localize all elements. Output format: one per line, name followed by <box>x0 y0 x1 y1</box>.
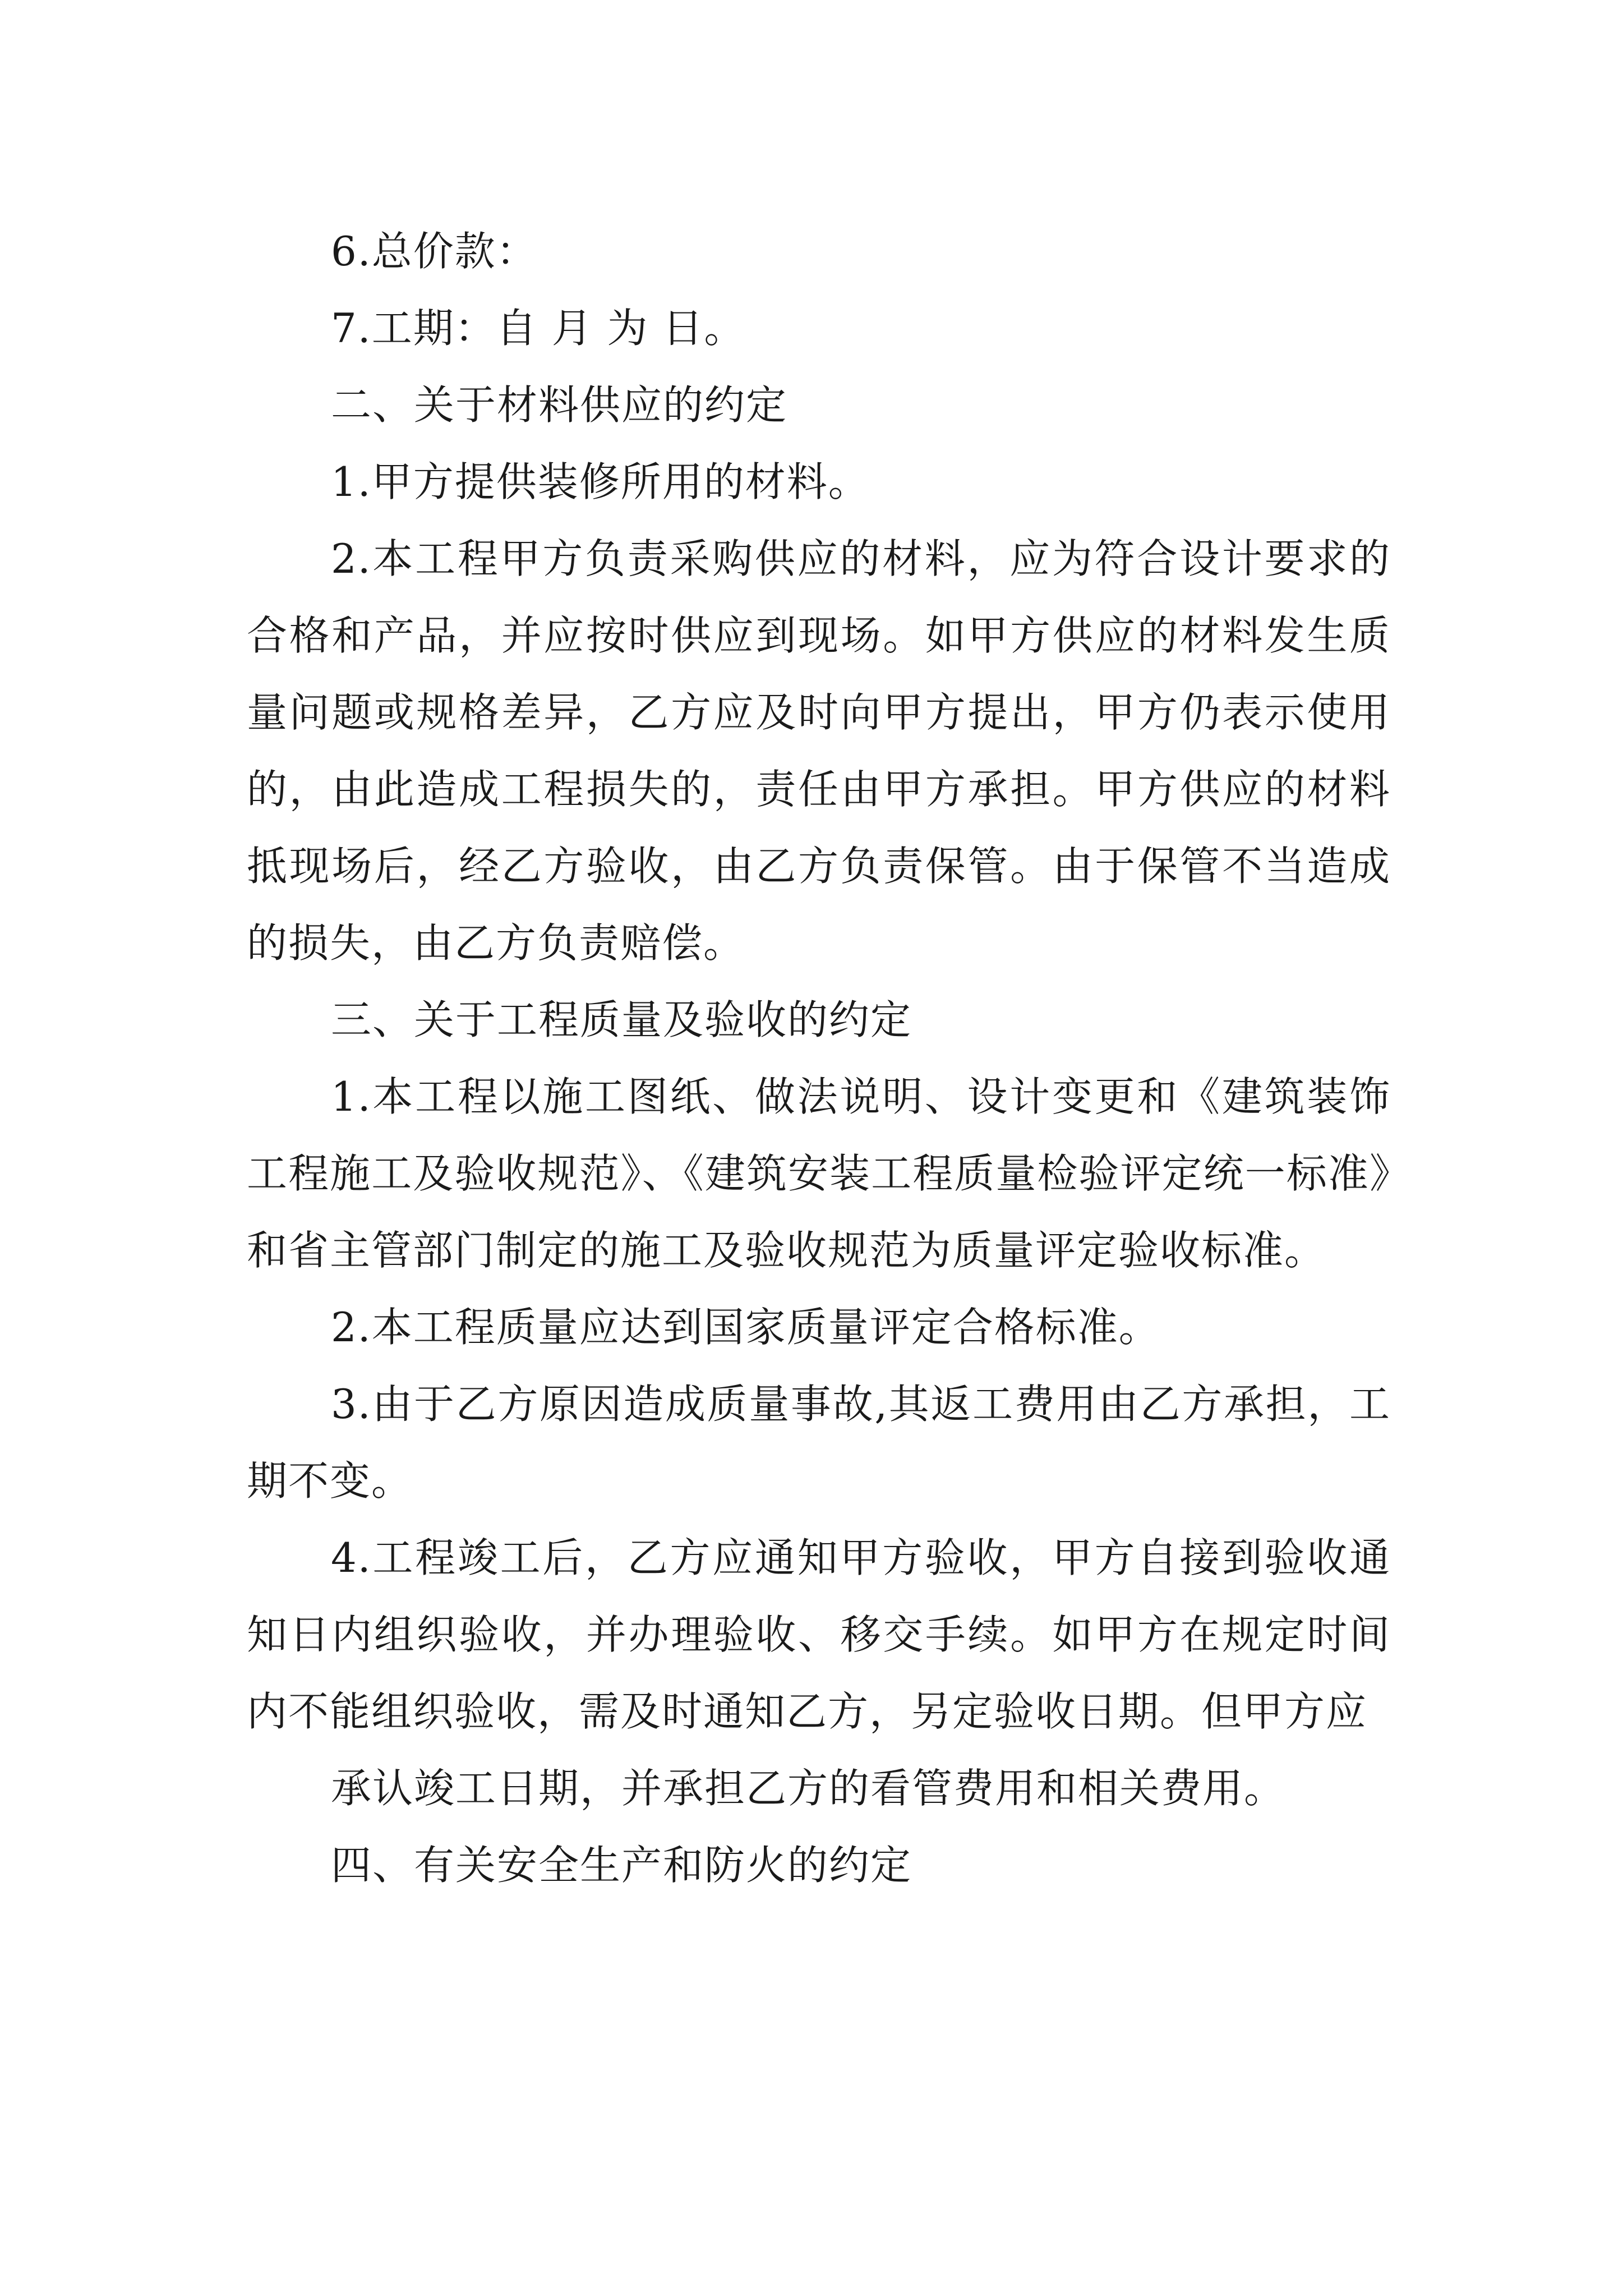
clause-materials-1: 1.甲方提供装修所用的材料。 <box>331 458 870 505</box>
clause-quality-3: 3.由于乙方原因造成质量事故,其返工费用由乙方承担，工期不变。 <box>247 1381 1391 1504</box>
clause-total-price: 6.总价款： <box>331 228 538 275</box>
clause-quality-2: 2.本工程质量应达到国家质量评定合格标准。 <box>331 1304 1160 1351</box>
clause-schedule: 7.工期：自 月 为 日。 <box>331 305 746 352</box>
clause-materials-2: 2.本工程甲方负责采购供应的材料，应为符合设计要求的合格和产品，并应按时供应到现场。如甲方供应的材料发生质量问题或规格差异，乙方应及时向甲方提出，甲方仍表示使用的，由此造成工程损失的，责任由甲方承担。甲方供应的材料抵现场后，经乙方验收，由乙方负责保管。由于保管不当造成的损失，由乙方负责赔偿。 <box>247 535 1391 967</box>
section-heading-materials: 二、关于材料供应的约定 <box>331 381 788 429</box>
document-body <box>247 213 1391 1904</box>
clause-quality-4: 4.工程竣工后，乙方应通知甲方验收，甲方自接到验收通知日内组织验收，并办理验收、移交手续。如甲方在规定时间内不能组织验收，需及时通知乙方，另定验收日期。但甲方应 <box>247 1534 1391 1735</box>
clause-quality-4-continued: 承认竣工日期，并承担乙方的看管费用和相关费用。 <box>331 1765 1286 1812</box>
section-heading-quality: 三、关于工程质量及验收的约定 <box>331 996 912 1043</box>
clause-quality-1: 1.本工程以施工图纸、做法说明、设计变更和《建筑装饰工程施工及验收规范》、《建筑安装工程质量检验评定统一标准》和省主管部门制定的施工及验收规范为质量评定验收标准。 <box>247 1073 1391 1274</box>
section-heading-safety: 四、有关安全生产和防火的约定 <box>331 1842 912 1889</box>
